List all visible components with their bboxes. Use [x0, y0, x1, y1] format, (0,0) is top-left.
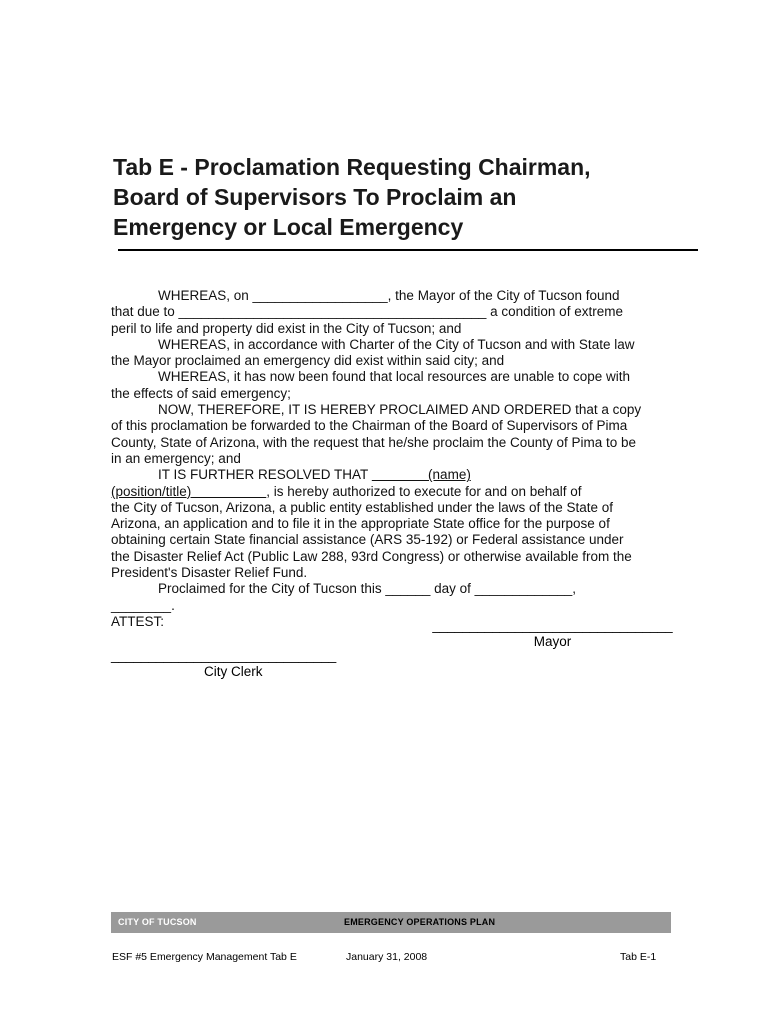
title-line-1: Tab E - Proclamation Requesting Chairman,: [113, 154, 591, 180]
title-line-2: Board of Supervisors To Proclaim an: [113, 184, 517, 210]
body-line: peril to life and property did exist in the City of Tucson; and: [111, 320, 462, 336]
position-blank: (position/title): [111, 483, 267, 499]
mayor-signature: [430, 618, 675, 651]
body-line: obtaining certain State financial assistance (ARS 35-192) or Federal assistance under: [111, 532, 624, 548]
title-divider: [118, 249, 698, 251]
clerk-signature: [111, 648, 351, 681]
body-line: in an emergency; and: [111, 450, 241, 466]
resolved-prefix: IT IS FURTHER RESOLVED THAT: [158, 467, 372, 483]
footer-bar: [111, 912, 671, 933]
body-line: the Mayor proclaimed an emergency did exist within said city; and: [111, 353, 505, 369]
body-line: the effects of said emergency;: [111, 385, 291, 401]
body-line: President's Disaster Relief Fund.: [111, 565, 308, 581]
body-line: NOW, THEREFORE, IT IS HEREBY PROCLAIMED AND ORDERED that a copy: [158, 402, 642, 418]
document-title: [113, 152, 713, 242]
clerk-label: City Clerk: [204, 664, 263, 680]
body-line: WHEREAS, on __________________, the Mayor of the City of Tucson found: [158, 288, 620, 303]
footer-org: CITY OF TUCSON: [118, 917, 197, 927]
proclamation-body: [111, 288, 671, 630]
body-line: WHEREAS, in accordance with Charter of the City of Tucson and with State law: [158, 336, 635, 352]
body-line: County, State of Arizona, with the request that he/she proclaim the County of Pima to be: [111, 434, 637, 450]
footer-section: ESF #5 Emergency Management Tab E: [112, 951, 297, 963]
body-line: the City of Tucson, Arizona, a public entity established under the laws of the State of: [111, 499, 614, 515]
clerk-signature-line: ______________________________: [111, 648, 337, 663]
attest-label: ATTEST:: [111, 613, 165, 629]
body-line: of this proclamation be forwarded to the Chairman of the Board of Supervisors of Pima: [111, 418, 628, 434]
body-line: Proclaimed for the City of Tucson this ______ day of _____________,: [158, 581, 577, 597]
body-line: the Disaster Relief Act (Public Law 288, 93rd Congress) or otherwise available from the: [111, 548, 632, 564]
title-line-3: Emergency or Local Emergency: [113, 214, 464, 240]
position-suffix: , is hereby authorized to execute for and on behalf of: [266, 483, 582, 499]
footer-page: Tab E-1: [620, 951, 657, 963]
name-blank: (name): [371, 467, 471, 483]
footer-plan: EMERGENCY OPERATIONS PLAN: [344, 917, 496, 927]
mayor-signature-line: ________________________________: [432, 618, 673, 633]
position-line: [111, 484, 671, 500]
body-line: Arizona, an application and to file it in the appropriate State office for the purpose of: [111, 516, 610, 532]
body-line: that due to _________________________________________ a condition of extreme: [111, 304, 623, 320]
body-line: WHEREAS, it has now been found that local resources are unable to cope with: [158, 369, 631, 385]
mayor-label: Mayor: [533, 634, 572, 650]
body-line: ________.: [111, 597, 175, 613]
resolved-line: [111, 467, 671, 483]
footer-date: January 31, 2008: [346, 951, 428, 963]
